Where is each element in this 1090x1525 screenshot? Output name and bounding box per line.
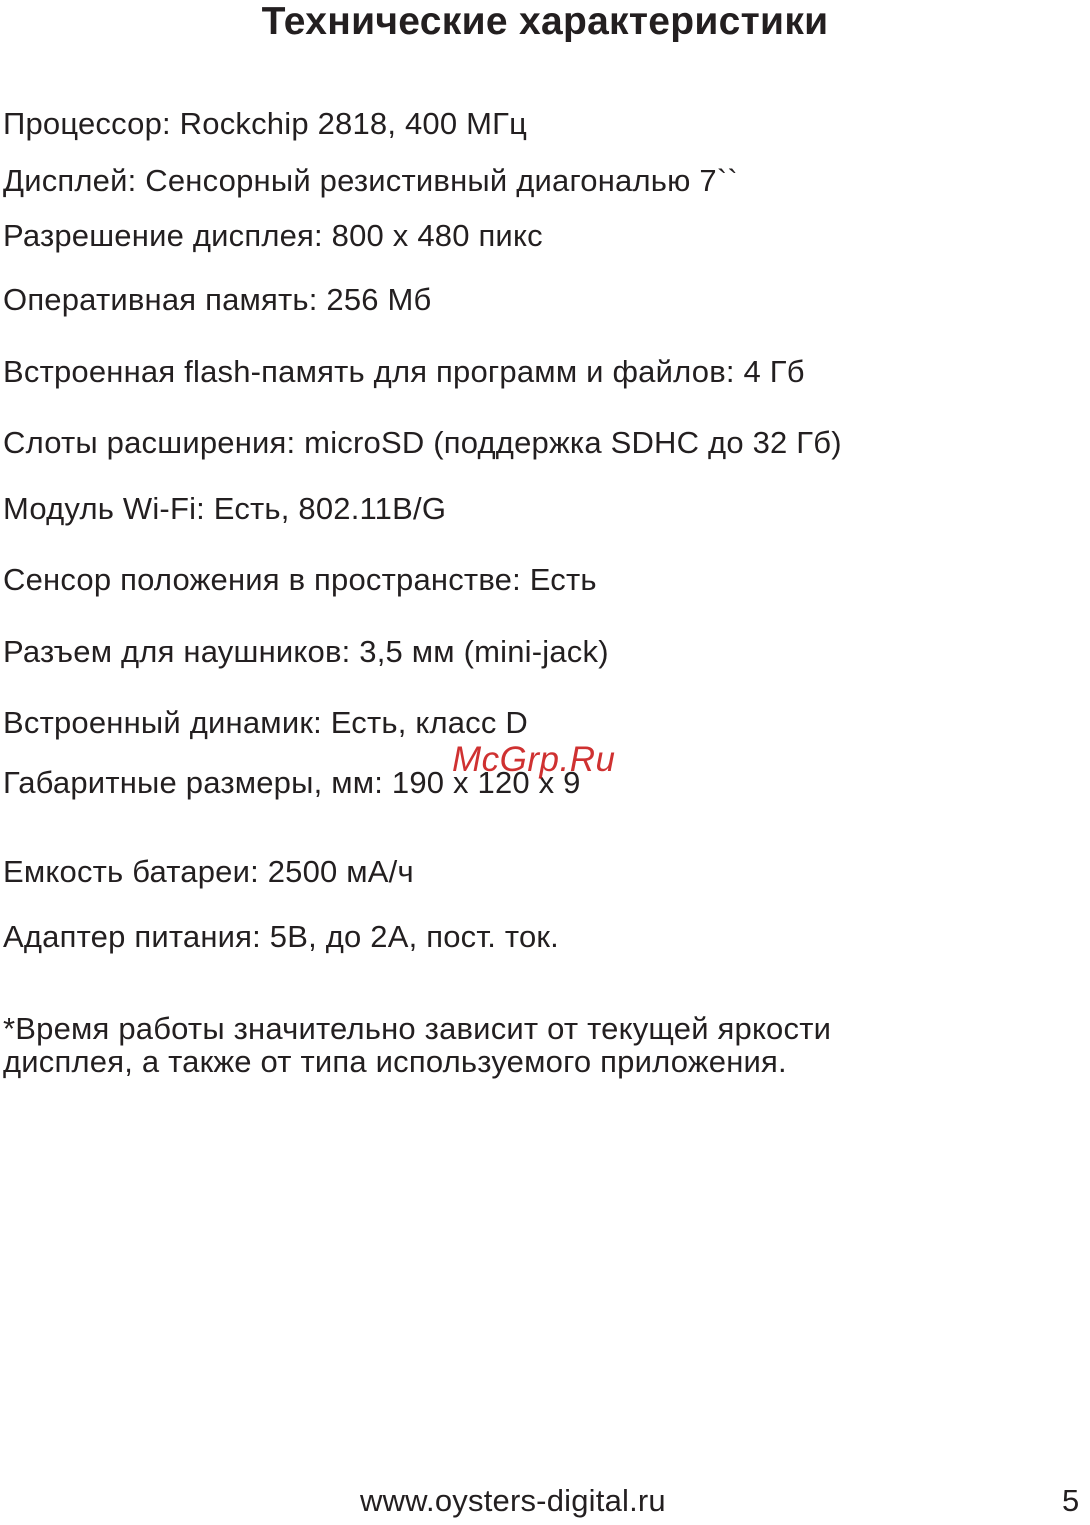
spec-sensor: Сенсор положения в пространстве: Есть bbox=[3, 562, 597, 597]
spec-slots: Слоты расширения: microSD (поддержка SDHC до 32 Гб) bbox=[3, 425, 842, 460]
spec-wifi: Модуль Wi-Fi: Есть, 802.11B/G bbox=[3, 491, 447, 526]
footnote-line-2: дисплея, а также от типа используемого приложения. bbox=[3, 1044, 787, 1079]
footer-url: www.oysters-digital.ru bbox=[360, 1483, 666, 1518]
spec-ram: Оперативная память: 256 Мб bbox=[3, 282, 432, 317]
spec-display: Дисплей: Сенсорный резистивный диагональю 7`` bbox=[3, 163, 738, 198]
footnote bbox=[3, 1012, 831, 1078]
spec-processor: Процессор: Rockchip 2818, 400 МГц bbox=[3, 106, 528, 141]
page-title: Технические характеристики bbox=[261, 0, 829, 43]
spec-adapter: Адаптер питания: 5В, до 2А, пост. ток. bbox=[3, 919, 559, 954]
spec-dimensions: Габаритные размеры, мм: 190 х 120 х 9 bbox=[3, 765, 581, 800]
spec-headphones: Разъем для наушников: 3,5 мм (mini-jack) bbox=[3, 634, 609, 669]
spec-battery: Емкость батареи: 2500 мА/ч bbox=[3, 854, 414, 889]
footnote-line-1: *Время работы значительно зависит от текущей яркости bbox=[3, 1011, 832, 1046]
page-number: 5 bbox=[1062, 1483, 1080, 1518]
spec-speaker: Встроенный динамик: Есть, класс D bbox=[3, 705, 528, 740]
watermark: McGrp.Ru bbox=[452, 740, 616, 779]
spec-resolution: Разрешение дисплея: 800 х 480 пикс bbox=[3, 218, 543, 253]
spec-flash: Встроенная flash-память для программ и файлов: 4 Гб bbox=[3, 354, 805, 389]
